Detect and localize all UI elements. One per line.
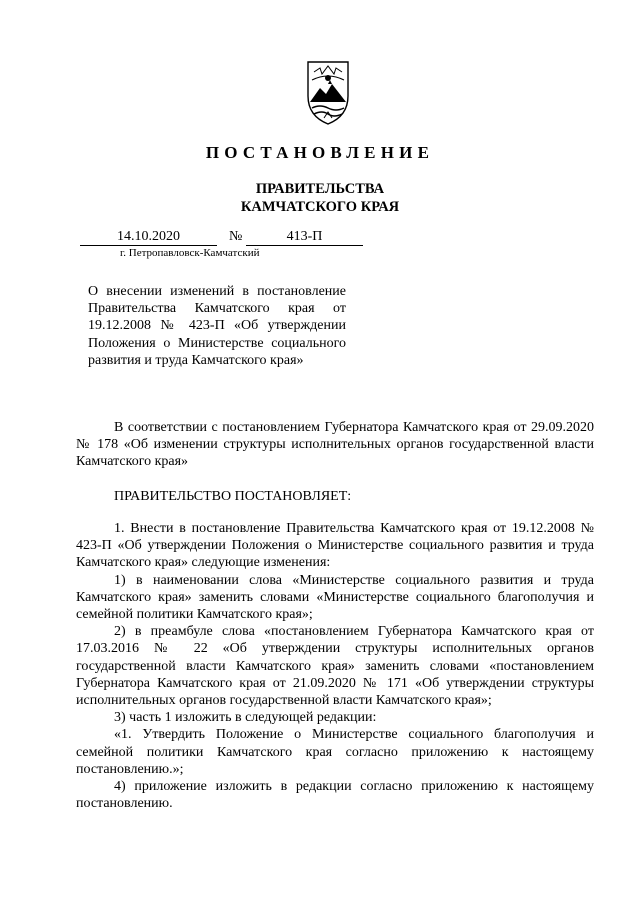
document-date: 14.10.2020 bbox=[80, 228, 217, 246]
paragraph: 3) часть 1 изложить в следующей редакции: bbox=[114, 710, 377, 726]
authority-line: КАМЧАТСКОГО КРАЯ bbox=[240, 199, 400, 215]
paragraph: 1. Внести в постановление Правительства Камчатского края от 19.12.2008 № 423-П «Об утверждении Положения о Министерстве социального развития и труда Камчатского края» следующие изменения: bbox=[76, 521, 594, 571]
issuing-authority bbox=[0, 180, 640, 216]
paragraph: 1) в наименовании слова «Министерстве социального развития и труда Камчатского края» заменить словами «Министерстве социального благополучия и семейной политики Камчатского края»; bbox=[76, 572, 594, 623]
document-number: 413-П bbox=[246, 228, 363, 246]
number-sign: № bbox=[229, 229, 243, 244]
coat-of-arms-icon bbox=[300, 58, 356, 126]
document-subject: О внесении изменений в постановление Правительства Камчатского края от 19.12.2008 № 423-П «Об утверждении Положения о Министерстве социального развития и труда Камчатского края» bbox=[88, 284, 346, 368]
resolution-body bbox=[76, 520, 594, 812]
place-of-issue: г. Петропавловск-Камчатский bbox=[120, 247, 260, 259]
paragraph: 4) приложение изложить в редакции согласно приложению к настоящему постановлению. bbox=[76, 779, 594, 812]
preamble: В соответствии с постановлением Губернатора Камчатского края от 29.09.2020 № 178 «Об изменении структуры исполнительных органов государственной власти Камчатского края» bbox=[76, 420, 594, 470]
paragraph: «1. Утвердить Положение о Министерстве социального благополучия и семейной политики Камчатского края согласно приложению к настоящему постановлению.»; bbox=[76, 727, 594, 777]
authority-line: ПРАВИТЕЛЬСТВА bbox=[255, 181, 385, 197]
paragraph: 2) в преамбуле слова «постановлением Губернатора Камчатского края от 17.03.2016 № 22 «Об утверждении структуры исполнительных органов государственной власти Камчатского края» заменить словами «постановлением Губернатора Камчатского края от 21.09.2020 № 171 «Об утверждении структуры исполнительных органов государственной власти Камчатского края»; bbox=[76, 624, 594, 709]
resolution-statement: ПРАВИТЕЛЬСТВО ПОСТАНОВЛЯЕТ: bbox=[114, 489, 352, 504]
document-type-title: ПОСТАНОВЛЕНИЕ bbox=[205, 143, 435, 162]
